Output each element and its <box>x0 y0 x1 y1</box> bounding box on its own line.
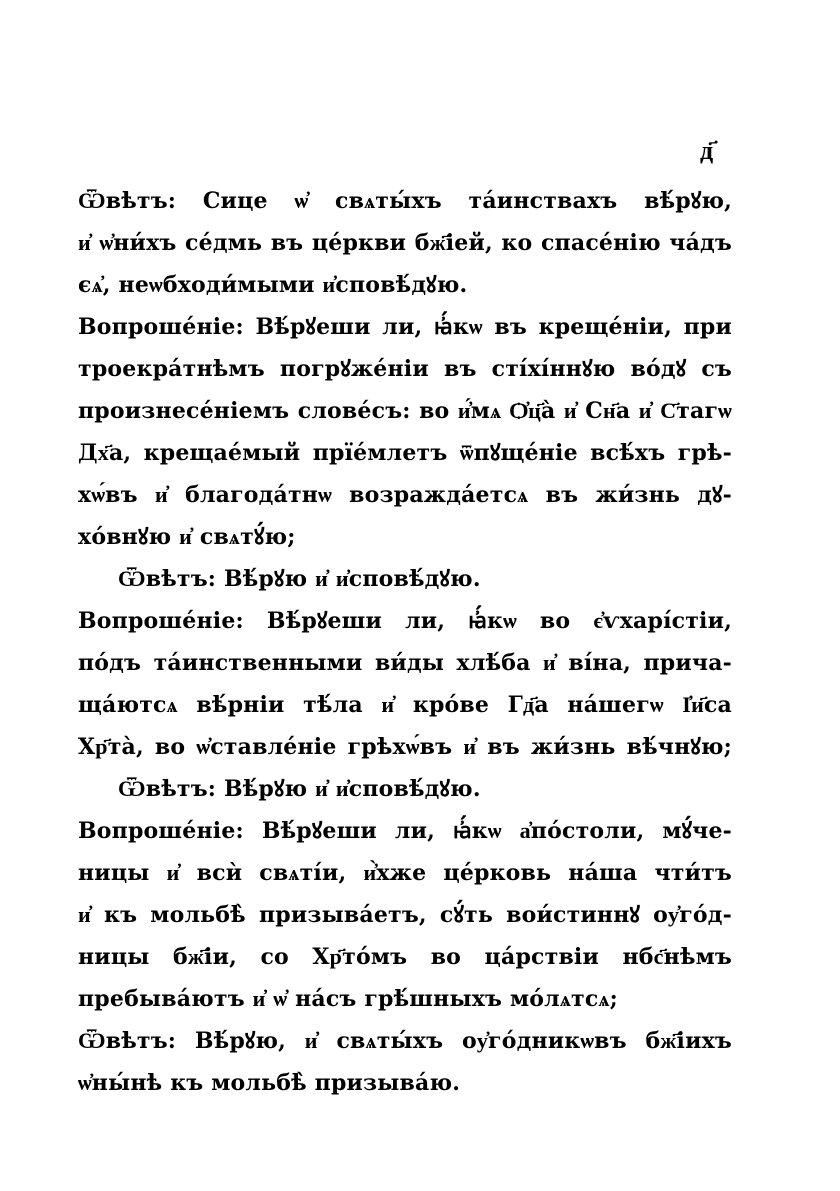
text-line: ницы бж҃іи, со Хр҃то́мъ во ца́рствіи нбс҃нѣмъ <box>78 944 732 970</box>
text-line: по́дъ та́инственными ви́ды хлѣ́ба и҆ ві́на, прича- <box>78 650 732 676</box>
text-line: хѡ́въ и҆ благода́тнѡ возражда́етсѧ въ жи́знь дꙋ- <box>78 482 732 508</box>
text-line: Ѿвѣтъ: Сице ѡ҆ свѧты́хъ та́инствахъ вѣ́рꙋю, <box>78 188 732 214</box>
text-line: и҆ къ мольбѣ̀ призыва́етъ, сꙋ́ть вои́стиннꙋ оу҆го́д- <box>78 902 732 928</box>
body-text <box>78 180 732 1104</box>
text-line: Вопроше́ніе: Вѣ́рꙋеши ли, ꙗ҆́кѡ въ креще́ніи, при <box>78 314 732 340</box>
text-line: ща́ютсѧ вѣ́рніи тѣ́ла и҆ кро́ве Гд҃а на́шегѡ І҆и҃са <box>78 692 732 718</box>
text-line: Хр҃та̀, во ѡ҆ставле́ніе грѣхѡ́въ и҆ въ жи́знь вѣ́чнꙋю; <box>78 734 732 760</box>
text-line: Дх҃а, крещае́мый прїе́млетъ ѿпꙋще́ніе всѣ́хъ грѣ- <box>78 440 732 466</box>
text-line: ницы и҆ всѝ свѧті́и, и҆̀хже це́рковь на́ша чти́тъ <box>78 860 732 886</box>
text-line: троекра́тнѣмъ погрꙋже́ніи въ сті́хі́ннꙋю во́дꙋ съ <box>78 356 732 382</box>
text-line: єѧ҆, неѡбходи́мыми и҆сповѣ́дꙋю. <box>78 272 468 298</box>
text-line: ѡ҆ны́нѣ къ мольбѣ̀ призыва́ю. <box>78 1070 461 1096</box>
page-number: д҃ <box>700 136 714 166</box>
text-line: Вопроше́ніе: Вѣ́рꙋеши ли, ꙗ҆́кѡ во є҆ѵхарі́стіи, <box>78 608 732 634</box>
text-line: Ѿвѣтъ: Вѣ́рꙋю, и҆ свѧты́хъ оу҆го́дникѡвъ бж҃іихъ <box>78 1028 732 1054</box>
text-line: Вопроше́ніе: Вѣ́рꙋеши ли, ꙗ҆́кѡ а҆по́столи, мꙋ́че- <box>78 818 732 844</box>
text-line: Ѿвѣтъ: Вѣ́рꙋю и҆ и҆сповѣ́дꙋю. <box>118 566 481 592</box>
text-line: пребыва́ютъ и҆ ѡ҆ на́съ грѣ́шныхъ мо́лѧтсѧ; <box>78 986 618 1012</box>
text-line: и҆ ѡ҆ни́хъ се́дмь въ це́ркви бж҃іей, ко спасе́нію ча́дъ <box>78 230 732 256</box>
text-line: хо́внꙋю и҆ свѧтꙋ́ю; <box>78 524 296 550</box>
text-line: Ѿвѣтъ: Вѣ́рꙋю и҆ и҆сповѣ́дꙋю. <box>118 776 481 802</box>
text-line: произнесе́ніемъ слове́съ: во и҆́мѧ Ѻ҆ц҃а̀ и҆ Сн҃а и҆ С҃тагѡ <box>78 398 732 424</box>
